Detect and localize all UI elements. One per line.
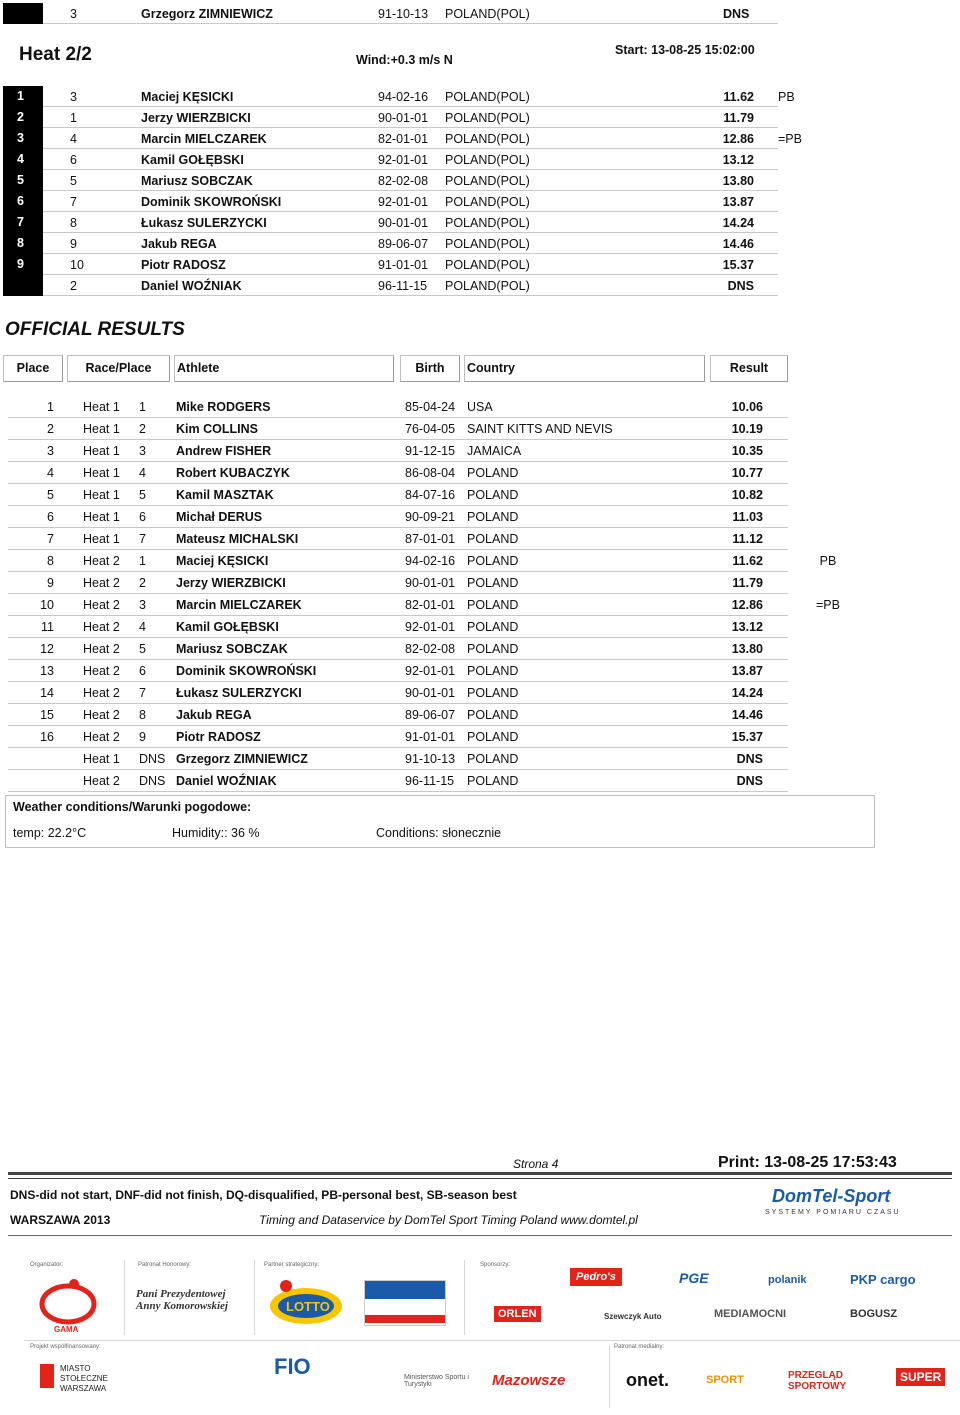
heat-row (3, 275, 778, 296)
header-result: Result (710, 355, 788, 382)
heat-row (3, 128, 802, 149)
result: 13.12 (722, 153, 754, 167)
official-row (8, 616, 788, 638)
header-birth: Birth (400, 355, 460, 382)
country: POLAND (467, 730, 519, 744)
council-logo (364, 1280, 446, 1326)
warsaw-crest-icon (40, 1364, 54, 1388)
athlete-name: Kamil MASZTAK (176, 488, 274, 502)
header-country: Country (464, 355, 705, 382)
bib: 6 (70, 153, 77, 167)
birth-date: 96-11-15 (378, 279, 428, 293)
country: POLAND(POL) (445, 7, 530, 21)
bib: 9 (70, 237, 77, 251)
result: 14.24 (722, 216, 754, 230)
place: 1 (47, 400, 54, 414)
bib: 8 (70, 216, 77, 230)
heat-place: 6 (139, 664, 146, 678)
athlete-name: Grzegorz ZIMNIEWICZ (176, 752, 308, 766)
record-note: PB (778, 90, 795, 104)
place: 10 (40, 598, 54, 612)
heat-title: Heat 2/2 (19, 44, 92, 65)
place: 14 (40, 686, 54, 700)
heat-place: 8 (139, 708, 146, 722)
fio-logo: FIO (274, 1354, 311, 1379)
country: POLAND (467, 576, 519, 590)
birth-date: 76-04-05 (405, 422, 456, 436)
country: POLAND (467, 554, 519, 568)
official-row (8, 440, 788, 462)
athlete-name: Jerzy WIERZBICKI (176, 576, 286, 590)
birth-date: 82-01-01 (405, 598, 456, 612)
heat-place: DNS (139, 774, 166, 788)
place: 11 (41, 620, 54, 634)
official-row (8, 572, 788, 594)
country: POLAND (467, 510, 519, 524)
result: 15.37 (722, 258, 754, 272)
athlete-name: Jerzy WIERZBICKI (141, 111, 251, 125)
place: 16 (40, 730, 54, 744)
place-cell (3, 3, 43, 24)
athlete-name: Kamil GOŁĘBSKI (176, 620, 279, 634)
domtel-logo: DomTel-Sport (772, 1186, 891, 1206)
bib: 10 (70, 258, 84, 272)
country: POLAND(POL) (445, 153, 530, 167)
polanik-logo: polanik (768, 1274, 807, 1286)
country: POLAND(POL) (445, 174, 530, 188)
athlete-name: Robert KUBACZYK (176, 466, 290, 480)
heat-place: 7 (139, 686, 146, 700)
page-number: Strona 4 (513, 1157, 559, 1171)
athlete-name: Marcin MIELCZAREK (176, 598, 302, 612)
bib: 2 (70, 279, 77, 293)
organizer-label: Organizator: (30, 1262, 64, 1268)
official-row (8, 550, 837, 572)
result: 13.87 (722, 195, 754, 209)
heat-label: Heat 2 (83, 708, 120, 722)
birth-date: 94-02-16 (378, 90, 429, 104)
przeglad-sportowy-logo: PRZEGLĄD SPORTOWY (788, 1370, 847, 1392)
heat-label: Heat 1 (83, 532, 120, 546)
official-row (8, 660, 788, 682)
birth-date: 91-10-13 (405, 752, 456, 766)
country: POLAND (467, 488, 519, 502)
lotto-text: LOTTO (286, 1299, 330, 1314)
athlete-name: Kamil GOŁĘBSKI (141, 153, 244, 167)
official-row (8, 462, 788, 484)
wind-info: Wind:+0.3 m/s N (356, 53, 453, 67)
place-cell: 4 (3, 149, 43, 170)
country: POLAND(POL) (445, 111, 530, 125)
heat-place: 7 (139, 532, 146, 546)
header-race-place: Race/Place (67, 355, 170, 382)
place: 12 (40, 642, 54, 656)
record-note: =PB (816, 598, 840, 612)
ministry-logo: Ministerstwo Sportu i Turystyki (404, 1374, 469, 1388)
country: POLAND (467, 532, 519, 546)
heat-row (3, 254, 778, 275)
legend-text: DNS-did not start, DNF-did not finish, DQ-disqualified, PB-personal best, SB-season best (10, 1188, 517, 1202)
official-row (8, 748, 788, 770)
heat-place: 4 (139, 466, 146, 480)
weather-title: Weather conditions/Warunki pogodowe: (13, 800, 252, 814)
place-cell: 6 (3, 191, 43, 212)
heat-label: Heat 1 (83, 466, 120, 480)
result: 11.12 (732, 532, 763, 546)
official-row (8, 506, 788, 528)
official-row (8, 638, 788, 660)
birth-date: 85-04-24 (405, 400, 456, 414)
heat-label: Heat 1 (83, 400, 120, 414)
official-row (8, 704, 788, 726)
birth-date: 82-01-01 (378, 132, 429, 146)
country: POLAND (467, 686, 519, 700)
athlete-name: Michał DERUS (176, 510, 263, 524)
result: 12.86 (731, 598, 763, 612)
athlete-name: Piotr RADOSZ (141, 258, 226, 272)
birth-date: 89-06-07 (378, 237, 429, 251)
country: POLAND(POL) (445, 90, 530, 104)
result: 15.37 (731, 730, 763, 744)
birth-date: 86-08-04 (405, 466, 456, 480)
result: 13.12 (731, 620, 763, 634)
result: 11.03 (732, 510, 763, 524)
record-note: PB (819, 554, 837, 568)
heat-label: Heat 1 (83, 752, 120, 766)
heat-label: Heat 2 (83, 730, 120, 744)
tvp-sport-logo: SPORT (706, 1374, 744, 1386)
start-time: Start: 13-08-25 15:02:00 (615, 43, 755, 57)
birth-date: 90-09-21 (405, 510, 456, 524)
official-row (8, 726, 788, 748)
place: 13 (40, 664, 54, 678)
timing-credit: Timing and Dataservice by DomTel Sport Timing Poland www.domtel.pl (259, 1213, 638, 1227)
heat-label: Heat 2 (83, 598, 120, 612)
country: POLAND (467, 620, 519, 634)
place: 9 (47, 576, 54, 590)
heat-place: 1 (139, 400, 146, 414)
heat-label: Heat 2 (83, 686, 120, 700)
country: POLAND(POL) (445, 258, 530, 272)
country: POLAND (467, 598, 519, 612)
official-row (8, 594, 840, 616)
heat-label: Heat 2 (83, 642, 120, 656)
place: 8 (47, 554, 54, 568)
svg-text:GAMA: GAMA (54, 1325, 79, 1334)
place: 7 (47, 532, 54, 546)
heat-row-top (3, 3, 778, 24)
result: DNS (727, 279, 754, 293)
birth-date: 96-11-15 (405, 774, 455, 788)
result: 10.35 (731, 444, 763, 458)
lotto-logo-icon (266, 1276, 346, 1326)
bib: 3 (70, 7, 77, 21)
pkp-cargo-logo: PKP cargo (850, 1272, 916, 1287)
birth-date: 94-02-16 (405, 554, 456, 568)
heat-label: Heat 1 (83, 444, 120, 458)
weather-temp: temp: 22.2°C (13, 826, 87, 840)
strategic-label: Partner strategiczny: (264, 1262, 320, 1268)
athlete-name: Andrew FISHER (176, 444, 272, 458)
result: 10.77 (731, 466, 763, 480)
athlete-name: Mariusz SOBCZAK (176, 642, 288, 656)
athlete-name: Dominik SKOWROŃSKI (176, 664, 317, 678)
result: 11.79 (732, 576, 763, 590)
sponsors-area (24, 1258, 960, 1413)
result: 10.19 (731, 422, 763, 436)
result: 11.79 (723, 111, 754, 125)
heat-label: Heat 2 (83, 664, 120, 678)
heat-row (3, 191, 778, 212)
birth-date: 89-06-07 (405, 708, 456, 722)
place-cell: 7 (3, 212, 43, 233)
country: POLAND (467, 752, 519, 766)
place: 5 (47, 488, 54, 502)
athlete-name: Jakub REGA (141, 237, 217, 251)
heat-label: Heat 1 (83, 422, 120, 436)
result: 14.24 (731, 686, 763, 700)
athlete-name: Marcin MIELCZAREK (141, 132, 267, 146)
athlete-name: Daniel WOŹNIAK (176, 774, 277, 788)
header-athlete: Athlete (174, 355, 394, 382)
heat-place: 9 (139, 730, 146, 744)
result: 13.80 (722, 174, 754, 188)
official-row (8, 770, 788, 792)
country: POLAND (467, 466, 519, 480)
official-row (8, 484, 788, 506)
place: 6 (47, 510, 54, 524)
heat-label: Heat 2 (83, 620, 120, 634)
result: DNS (736, 752, 763, 766)
heat-place: 5 (139, 642, 146, 656)
birth-date: 90-01-01 (378, 216, 429, 230)
patron-signature: Pani Prezydentowej Anny Komorowskiej (136, 1288, 228, 1312)
heat-label: Heat 1 (83, 488, 120, 502)
birth-date: 92-01-01 (378, 195, 429, 209)
szewczyk-logo: Szewczyk Auto (604, 1312, 662, 1321)
official-row (8, 396, 788, 418)
heat-row (3, 212, 778, 233)
heat-place: 6 (139, 510, 146, 524)
birth-date: 91-01-01 (378, 258, 429, 272)
birth-date: 92-01-01 (378, 153, 429, 167)
city-year: WARSZAWA 2013 (10, 1213, 111, 1227)
super-express-logo: SUPER (896, 1368, 945, 1386)
bib: 7 (70, 195, 77, 209)
place: 15 (40, 708, 54, 722)
heat-place: 2 (139, 576, 146, 590)
birth-date: 91-10-13 (378, 7, 429, 21)
athlete-name: Jakub REGA (176, 708, 252, 722)
athlete-name: Mateusz MICHALSKI (176, 532, 299, 546)
birth-date: 84-07-16 (405, 488, 456, 502)
birth-date: 92-01-01 (405, 664, 456, 678)
athlete-name: Daniel WOŹNIAK (141, 279, 242, 293)
heat-place: 1 (139, 554, 146, 568)
pedros-logo: Pedro's (570, 1268, 622, 1286)
bogusz-logo: BOGUSZ (850, 1308, 898, 1320)
birth-date: 90-01-01 (405, 686, 456, 700)
print-timestamp: Print: 13-08-25 17:53:43 (718, 1154, 897, 1171)
athlete-name: Dominik SKOWROŃSKI (141, 195, 282, 209)
sponsors-label: Sponsorzy: (480, 1262, 511, 1268)
heat-row (3, 149, 778, 170)
country: POLAND(POL) (445, 279, 530, 293)
gama-logo-icon (34, 1274, 104, 1336)
birth-date: 82-02-08 (405, 642, 456, 656)
result: 11.62 (723, 90, 754, 104)
place-cell (3, 275, 43, 296)
heat-row (3, 233, 778, 254)
heat-place: DNS (139, 752, 166, 766)
record-note: =PB (778, 132, 802, 146)
heat-label: Heat 2 (83, 554, 120, 568)
domtel-subtitle: SYSTEMY POMIARU CZASU (765, 1209, 901, 1216)
bib: 4 (70, 132, 77, 146)
birth-date: 90-01-01 (405, 576, 456, 590)
country: POLAND(POL) (445, 237, 530, 251)
country: POLAND (467, 774, 519, 788)
country: POLAND (467, 708, 519, 722)
place: 2 (47, 422, 54, 436)
heat-label: Heat 2 (83, 576, 120, 590)
weather-conditions: Conditions: słonecznie (376, 826, 502, 840)
official-row (8, 418, 788, 440)
official-results-title: OFFICIAL RESULTS (5, 319, 185, 340)
country: JAMAICA (467, 444, 522, 458)
heat-row (3, 107, 778, 128)
bib: 3 (70, 90, 77, 104)
athlete-name: Łukasz SULERZYCKI (176, 686, 302, 700)
pge-logo: PGE (679, 1270, 709, 1286)
heat-place: 5 (139, 488, 146, 502)
official-row (8, 682, 788, 704)
orlen-logo: ORLEN (494, 1306, 541, 1322)
birth-date: 90-01-01 (378, 111, 429, 125)
birth-date: 91-12-15 (405, 444, 456, 458)
result: 14.46 (722, 237, 754, 251)
place-cell: 3 (3, 128, 43, 149)
heat-label: Heat 2 (83, 774, 120, 788)
patron-label: Patronat Honorowy: (138, 1262, 192, 1268)
athlete-name: Mariusz SOBCZAK (141, 174, 253, 188)
country: POLAND(POL) (445, 195, 530, 209)
result: 11.62 (732, 554, 763, 568)
mazowsze-logo: Mazowsze (492, 1372, 566, 1389)
athlete-name: Kim COLLINS (176, 422, 258, 436)
result: DNS (723, 7, 750, 21)
country: USA (467, 400, 493, 414)
heat-place: 3 (139, 598, 146, 612)
athlete-name: Łukasz SULERZYCKI (141, 216, 267, 230)
cofinanced-label: Projekt współfinansowany: (30, 1344, 101, 1350)
country: POLAND(POL) (445, 216, 530, 230)
athlete-name: Maciej KĘSICKI (141, 90, 234, 104)
athlete-name: Mike RODGERS (176, 400, 271, 414)
place: 3 (47, 444, 54, 458)
birth-date: 82-02-08 (378, 174, 429, 188)
heat-row (3, 86, 795, 107)
result: 13.87 (731, 664, 763, 678)
result: 14.46 (731, 708, 763, 722)
place-cell: 5 (3, 170, 43, 191)
media-label: Patronat medialny: (614, 1344, 665, 1350)
birth-date: 87-01-01 (405, 532, 456, 546)
country: SAINT KITTS AND NEVIS (467, 422, 613, 436)
result: 10.06 (731, 400, 763, 414)
birth-date: 92-01-01 (405, 620, 456, 634)
bib: 1 (70, 111, 77, 125)
athlete-name: Piotr RADOSZ (176, 730, 261, 744)
place-cell: 9 (3, 254, 43, 275)
place: 4 (47, 466, 54, 480)
athlete-name: Grzegorz ZIMNIEWICZ (141, 7, 273, 21)
heat-row (3, 170, 778, 191)
weather-box (5, 795, 875, 848)
onet-logo: onet. (626, 1370, 669, 1390)
heat-place: 2 (139, 422, 146, 436)
result: 13.80 (731, 642, 763, 656)
place-cell: 8 (3, 233, 43, 254)
country: POLAND (467, 642, 519, 656)
result: 10.82 (731, 488, 763, 502)
athlete-name: Maciej KĘSICKI (176, 554, 269, 568)
warsaw-logo: MIASTO STOŁECZNE WARSZAWA (60, 1364, 108, 1393)
place-cell: 1 (3, 86, 43, 107)
header-place: Place (3, 355, 63, 382)
birth-date: 91-01-01 (405, 730, 456, 744)
country: POLAND(POL) (445, 132, 530, 146)
heat-place: 3 (139, 444, 146, 458)
bib: 5 (70, 174, 77, 188)
weather-humidity: Humidity:: 36 % (172, 826, 260, 840)
country: POLAND (467, 664, 519, 678)
heat-label: Heat 1 (83, 510, 120, 524)
heat-place: 4 (139, 620, 146, 634)
result: 12.86 (722, 132, 754, 146)
official-row (8, 528, 788, 550)
place-cell: 2 (3, 107, 43, 128)
result: DNS (736, 774, 763, 788)
mediamocni-logo: MEDIAMOCNI (714, 1308, 787, 1320)
